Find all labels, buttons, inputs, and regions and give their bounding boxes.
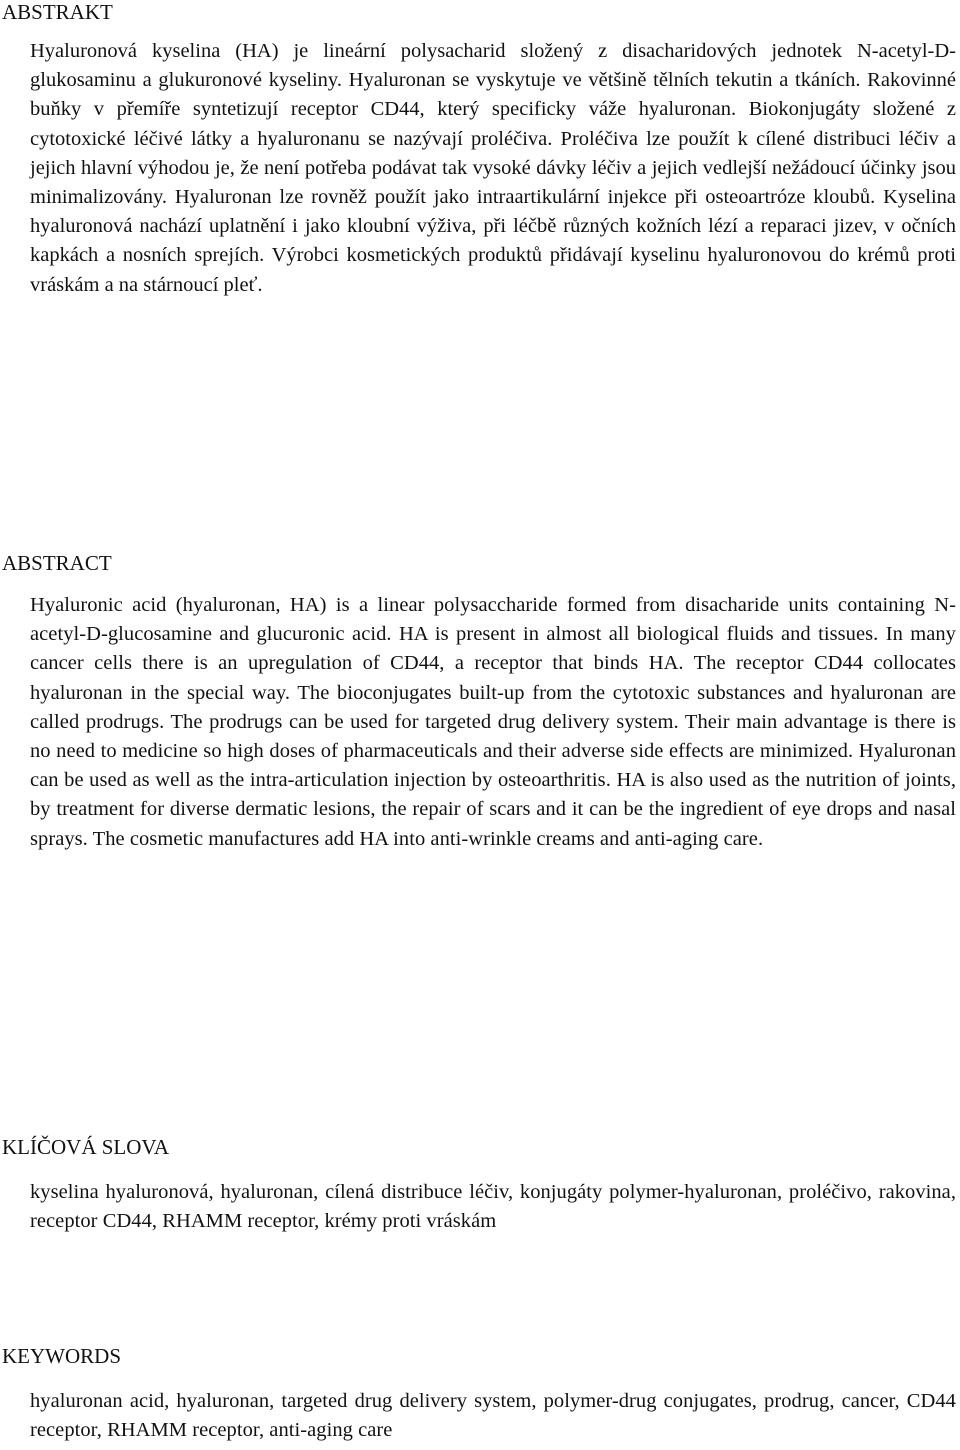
abstrakt-heading: ABSTRAKT bbox=[2, 0, 113, 24]
keywords-heading: KEYWORDS bbox=[2, 1344, 121, 1368]
klicova-slova-heading: KLÍČOVÁ SLOVA bbox=[2, 1135, 170, 1159]
klicova-slova-paragraph: kyselina hyaluronová, hyaluronan, cílená distribuce léčiv, konjugáty polymer-hyaluronan, proléčivo, rakovina, receptor CD44, RHAMM receptor, krémy proti vráskám bbox=[30, 1181, 956, 1233]
abstrakt-paragraph: Hyaluronová kyselina (HA) je lineární polysacharid složený z disacharidových jednotek N-acetyl-D-glukosaminu a glukuronové kyseliny. Hyaluronan se vyskytuje ve většině tělních tekutin a tkáních. Rakovinné buňky v přemíře syntetizují receptor CD44, který specificky váže hyaluronan. Biokonjugáty složené z cytotoxické léčivé látky a hyaluronanu se nazývají proléčiva. Proléčiva lze použít k cílené distribuci léčiv a jejich hlavní výhodou je, že není potřeba podávat tak vysoké dávky léčiv a jejich vedlejší nežádoucí účinky jsou minimalizovány. Hyaluronan lze rovněž použít jako intraartikulární injekce při osteoartróze kloubů. Kyselina hyaluronová nachází uplatnění i jako kloubní výživa, při léčbě různých kožních lézí a reparaci jizev, v očních kapkách a nosních sprejích. Výrobci kosmetických produktů přidávají kyselinu hyaluronovou do krémů proti vráskám a na stárnoucí pleť. bbox=[30, 40, 956, 296]
keywords-paragraph: hyaluronan acid, hyaluronan, targeted drug delivery system, polymer-drug conjugates, prodrug, cancer, CD44 receptor, RHAMM receptor, anti-aging care bbox=[30, 1390, 956, 1442]
abstract-paragraph: Hyaluronic acid (hyaluronan, HA) is a linear polysaccharide formed from disacharide units containing N-acetyl-D-glucosamine and glucuronic acid. HA is present in almost all biological fluids and tissues. In many cancer cells there is an upregulation of CD44, a receptor that binds HA. The receptor CD44 collocates hyaluronan in the special way. The bioconjugates built-up from the cytotoxic substances and hyaluronan are called prodrugs. The prodrugs can be used for targeted drug delivery system. Their main advantage is there is no need to medicine so high doses of pharmaceuticals and their adverse side effects are minimized. Hyaluronan can be used as well as the intra-articulation injection by osteoarthritis. HA is also used as the nutrition of joints, by treatment for diverse dermatic lesions, the repair of scars and it can be the ingredient of eye drops and nasal sprays. The cosmetic manufactures add HA into anti-wrinkle creams and anti-aging care. bbox=[30, 594, 956, 850]
abstract-heading: ABSTRACT bbox=[2, 551, 112, 575]
